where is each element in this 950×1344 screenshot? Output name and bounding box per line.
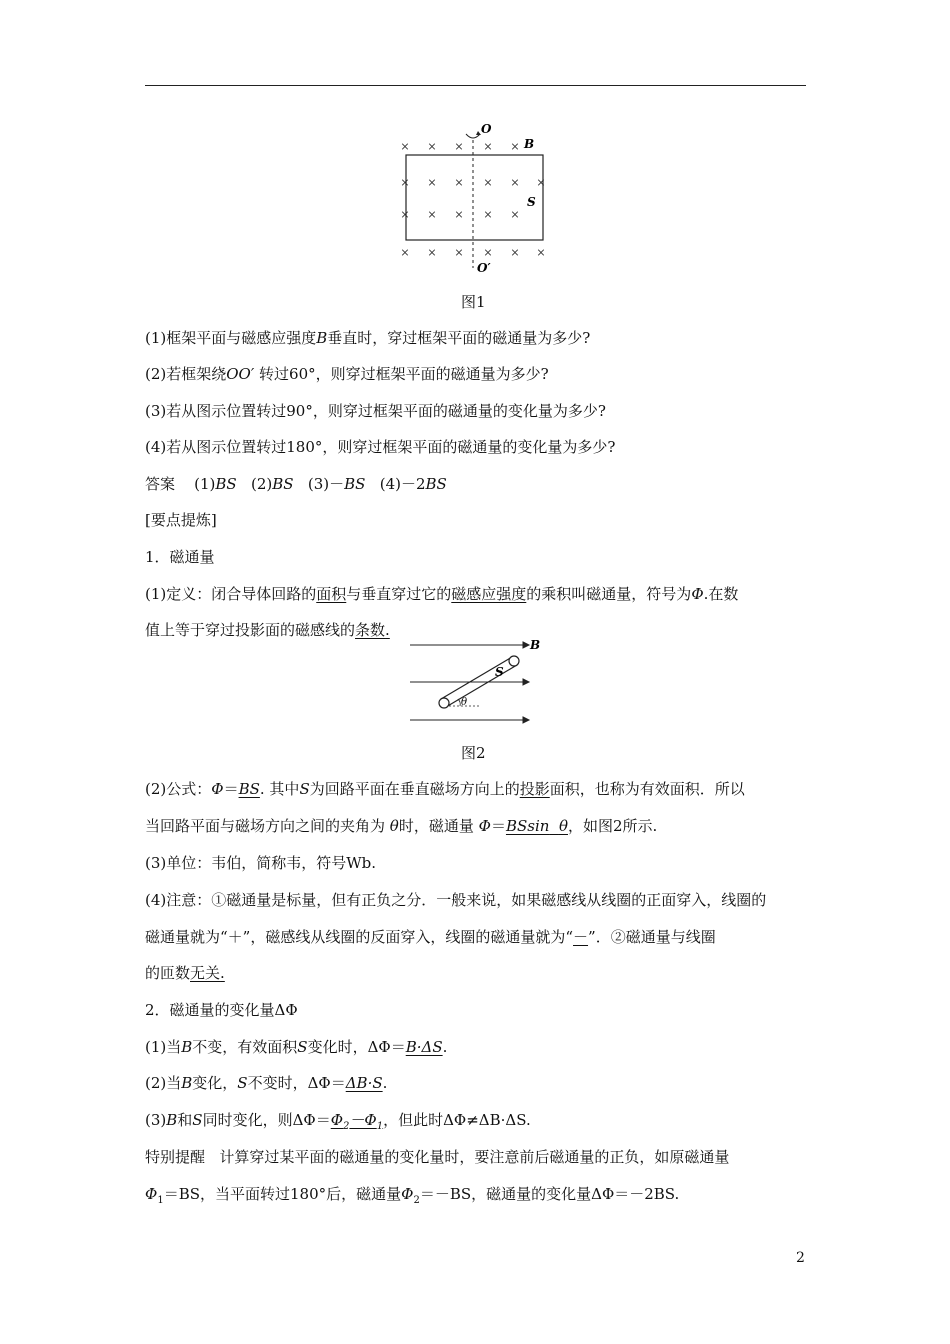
label-o: O	[481, 122, 492, 136]
svg-text:×: ×	[454, 208, 464, 221]
change-case-3: (3)B和S同时变化，则$\Delta\Phi=\Phi_2-\Phi_1$，但此时ΔΦ≠ΔB·ΔS.	[145, 1111, 531, 1132]
question-3: (3)若从图示位置转过90°，则穿过框架平面的磁通量的变化量为多少?	[145, 402, 606, 420]
svg-text:×: ×	[483, 246, 493, 259]
label-theta: θ	[461, 697, 468, 708]
svg-text:×: ×	[400, 246, 410, 259]
svg-text:×: ×	[427, 246, 437, 259]
label-s: S	[495, 665, 504, 679]
question-1: (1)框架平面与磁感应强度B垂直时，穿过框架平面的磁通量为多少?	[145, 329, 591, 347]
section-header: [要点提炼]	[145, 511, 217, 529]
label-s: S	[527, 195, 536, 209]
question-4: (4)若从图示位置转过180°，则穿过框架平面的磁通量的变化量为多少?	[145, 438, 616, 456]
definition-line-2: 值上等于穿过投影面的磁感线的条数.	[145, 621, 390, 639]
note-line-3: 的匝数无关.	[145, 964, 225, 982]
note-line-2: 磁通量就为“＋”，磁感线从线圈的反面穿入，线圈的磁通量就为“－”．②磁通量与线圈	[145, 928, 716, 946]
svg-text:×: ×	[483, 140, 493, 153]
svg-text:×: ×	[510, 140, 520, 153]
svg-text:×: ×	[510, 246, 520, 259]
svg-text:×: ×	[510, 176, 520, 189]
figure-1-frame-diagram	[395, 118, 565, 278]
point-1-title: 1．磁通量	[145, 548, 215, 566]
svg-text:×: ×	[454, 176, 464, 189]
header-rule	[145, 85, 806, 86]
figure-1-caption: 图1	[461, 293, 486, 311]
change-case-2: (2)当B变化，S不变时，ΔΦ＝ΔB·S.	[145, 1074, 388, 1092]
remark-line-2: $\Phi_1=BS$，当平面转过180°后，磁通量$\Phi_2=-BS$，磁通量的变化量ΔΦ＝－2BS.	[145, 1185, 680, 1206]
svg-text:×: ×	[427, 140, 437, 153]
note-line-1: (4)注意：①磁通量是标量，但有正负之分．一般来说，如果磁感线从线圈的正面穿入，线圈的	[145, 891, 767, 909]
figure-2-tilted-surface-diagram	[405, 636, 555, 728]
svg-text:×: ×	[427, 176, 437, 189]
svg-text:×: ×	[454, 140, 464, 153]
unit-line: (3)单位：韦伯，简称韦，符号Wb.	[145, 854, 377, 872]
svg-text:×: ×	[510, 208, 520, 221]
formula-line-2: 当回路平面与磁场方向之间的夹角为 θ时，磁通量 Φ＝BSsin θ，如图2所示.	[145, 817, 658, 835]
figure-2-caption: 图2	[461, 744, 486, 762]
svg-text:×: ×	[483, 176, 493, 189]
point-2-title: 2．磁通量的变化量ΔΦ	[145, 1001, 298, 1019]
definition-line-1: (1)定义：闭合导体回路的面积与垂直穿过它的磁感应强度的乘积叫磁通量，符号为Φ.在数	[145, 585, 739, 603]
svg-text:×: ×	[536, 246, 546, 259]
svg-text:×: ×	[454, 246, 464, 259]
formula-line-1: (2)公式：Φ＝BS. 其中S为回路平面在垂直磁场方向上的投影面积，也称为有效面积．所以	[145, 780, 745, 798]
wire-frame	[406, 155, 546, 240]
page-number: 2	[796, 1250, 805, 1266]
svg-text:×: ×	[483, 208, 493, 221]
label-b: B	[530, 638, 541, 652]
question-2: (2)若框架绕OO′ 转过60°，则穿过框架平面的磁通量为多少?	[145, 365, 549, 383]
svg-text:×: ×	[400, 176, 410, 189]
change-case-1: (1)当B不变，有效面积S变化时，ΔΦ＝B·ΔS.	[145, 1038, 448, 1056]
svg-text:×: ×	[536, 176, 546, 189]
svg-text:×: ×	[400, 208, 410, 221]
answer-line: 答案 (1)BS (2)BS (3)－BS (4)－2BS	[145, 475, 447, 493]
svg-text:×: ×	[427, 208, 437, 221]
label-o-prime: O′	[477, 261, 491, 275]
label-b: B	[524, 137, 535, 151]
field-crosses	[400, 140, 545, 259]
remark-line-1: 特别提醒 计算穿过某平面的磁通量的变化量时，要注意前后磁通量的正负，如原磁通量	[145, 1148, 730, 1166]
svg-text:×: ×	[400, 140, 410, 153]
